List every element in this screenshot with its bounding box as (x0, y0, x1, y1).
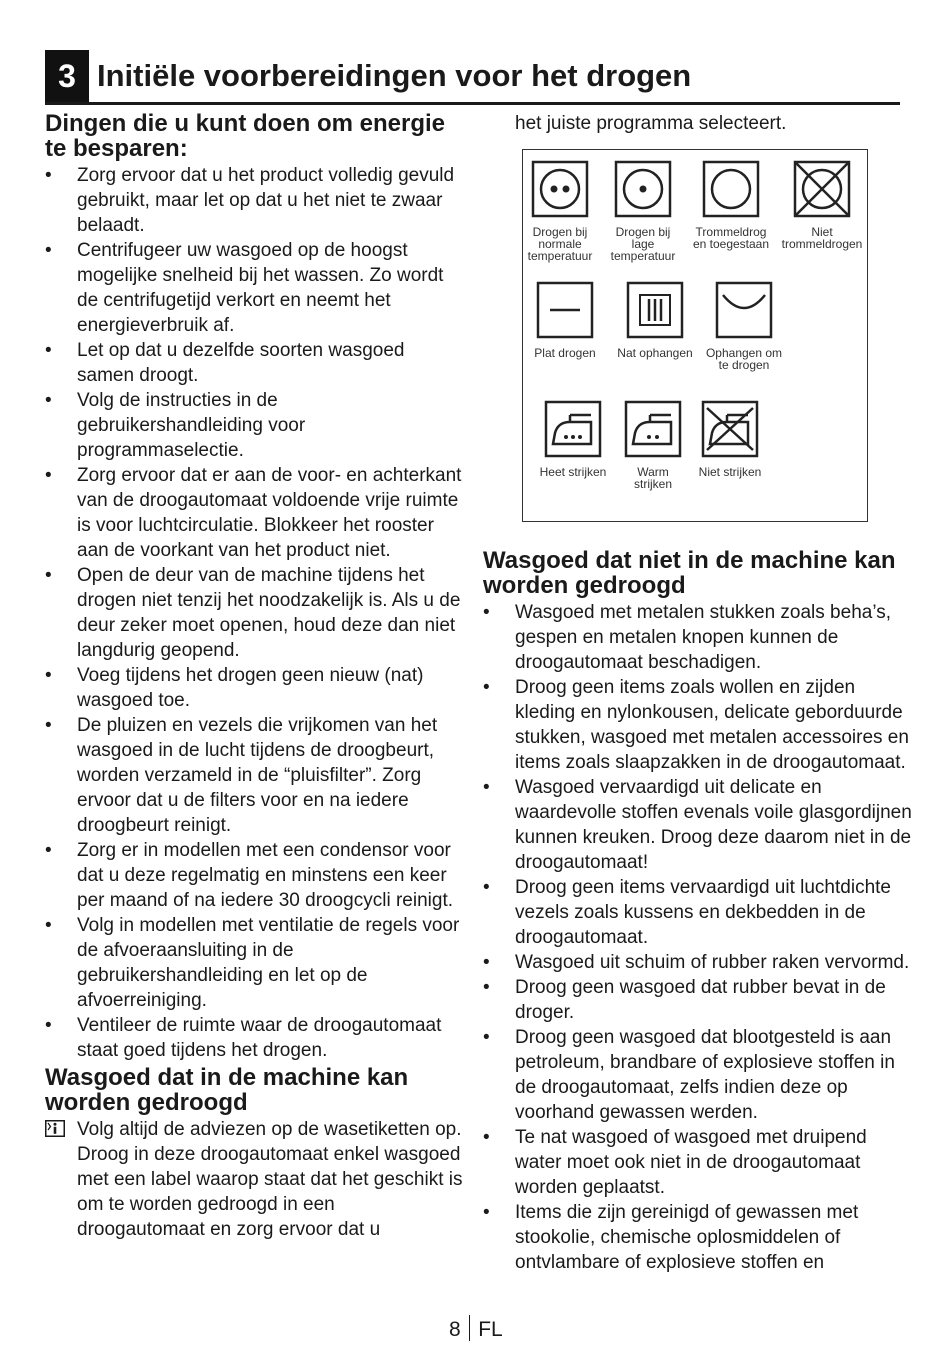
list-item: • Droog geen wasgoed dat blootgesteld is aan petroleum, brandbare of explosieve stoffen in de droogautomaat, zelfs indien deze op voorhand gewassen werden. (483, 1025, 913, 1125)
drip-dry-icon (626, 281, 684, 339)
iron-warm-icon (624, 400, 682, 458)
symbol-tumble-normal (515, 160, 605, 262)
footer-divider (469, 1315, 471, 1341)
symbol-drip-dry (610, 281, 700, 359)
list-item: • Volg in modellen met ventilatie de regels voor de afvoeraansluiting in de gebruikershandleiding en let op de afvoerreiniging. (45, 913, 463, 1013)
iron-hot-icon (544, 400, 602, 458)
symbol-no-tumble (777, 160, 867, 250)
list-item: • Centrifugeer uw wasgoed op de hoogst mogelijke snelheid bij het wassen. Zo wordt de centrifugetijd verkort en neemt het energieverbruik af. (45, 238, 463, 338)
symbol-label: Trommeldrog en toegestaan (692, 225, 770, 251)
list-item: • Voeg tijdens het drogen geen nieuw (nat) wasgoed toe. (45, 663, 463, 713)
line-dry-icon (715, 281, 773, 339)
energy-tips-list (45, 163, 463, 1063)
can-dry-heading: Wasgoed dat in de machine kan worden gedroogd (45, 1064, 409, 1116)
no-tumble-dry-icon (793, 160, 851, 218)
symbol-tumble-allowed (686, 160, 776, 250)
chapter-title: Initiële voorbereidingen voor het drogen (97, 58, 692, 93)
no-iron-icon (701, 400, 759, 458)
page-footer (449, 1315, 503, 1342)
continuation-text: het juiste programma selecteert. (515, 113, 787, 134)
flat-dry-icon (536, 281, 594, 339)
symbol-no-iron (685, 400, 775, 478)
symbol-label: Niet trommeldrogen (781, 225, 863, 251)
list-item: • Let op dat u dezelfde soorten wasgoed samen droogt. (45, 338, 463, 388)
symbol-label: Nat ophangen (617, 346, 693, 360)
language-code: FL (478, 1318, 503, 1341)
symbol-label: Drogen bij lage temperatuur (610, 225, 676, 263)
list-item: • Droog geen items vervaardigd uit luchtdichte vezels zoals kussens en dekbedden in de droogautomaat. (483, 875, 913, 950)
tumble-dry-normal-icon (531, 160, 589, 218)
symbol-label: Warm strijken (633, 465, 672, 491)
list-item: • Wasgoed met metalen stukken zoals beha’s, gespen en metalen knopen kunnen de droogautomaat beschadigen. (483, 600, 913, 675)
symbol-label: Niet strijken (698, 465, 762, 479)
list-item: • Items die zijn gereinigd of gewassen met stookolie, chemische oplosmiddelen of ontvlambare of explosieve stoffen en (483, 1200, 913, 1275)
list-item: • Zorg ervoor dat er aan de voor- en achterkant van de droogautomaat voldoende vrije ruimte is voor luchtcirculatie. Blokkeer het rooster aan de voorkant van het product niet. (45, 463, 463, 563)
energy-heading: Dingen die u kunt doen om energie te besparen: (45, 110, 446, 162)
symbol-line-dry (699, 281, 789, 371)
info-note (45, 1117, 463, 1242)
list-item: • Wasgoed vervaardigd uit delicate en waardevolle stoffen evenals voile glasgordijnen kunnen kreuken. Droog deze daarom niet in de droogautomaat! (483, 775, 913, 875)
list-item: • De pluizen en vezels die vrijkomen van het wasgoed in de lucht tijdens de droogbeurt, worden verzameld in de “pluisfilter”. Zorg ervoor dat u de filters voor en na iedere droogbeurt reinigt. (45, 713, 463, 838)
symbol-tumble-low (598, 160, 688, 262)
list-item: • Droog geen items zoals wollen en zijden kleding en nylonkousen, delicate geborduurde stukken, wasgoed met metalen accessoires en items zoals slaapzakken in de droogautomaat. (483, 675, 913, 775)
symbol-label: Heet strijken (539, 465, 607, 479)
list-item: • Zorg ervoor dat u het product volledig gevuld gebruikt, maar let op dat u het niet te zwaar belaadt. (45, 163, 463, 238)
symbol-label: Ophangen om te drogen (705, 346, 783, 372)
list-item: • Te nat wasgoed of wasgoed met druipend water moet ook niet in de droogautomaat worden geplaatst. (483, 1125, 913, 1200)
page-number: 8 (449, 1318, 461, 1341)
right-column (483, 111, 913, 1275)
list-item: • Ventileer de ruimte waar de droogautomaat staat goed tijdens het drogen. (45, 1013, 463, 1063)
list-item: • Wasgoed uit schuim of rubber raken vervormd. (483, 950, 913, 975)
list-item: • Open de deur van de machine tijdens het drogen niet tenzij het noodzakelijk is. Als u de deur zeker moet openen, houd deze dan niet langdurig geopend. (45, 563, 463, 663)
chapter-header (45, 50, 900, 105)
symbol-flat-dry (520, 281, 610, 359)
chapter-number: 3 (45, 50, 89, 102)
list-item: • Volg de instructies in de gebruikershandleiding voor programmaselectie. (45, 388, 463, 463)
symbol-iron-hot (528, 400, 618, 478)
symbol-label: Drogen bij normale temperatuur (527, 225, 593, 263)
care-symbols-box (522, 149, 868, 522)
left-column (45, 111, 463, 1242)
cannot-dry-heading: Wasgoed dat niet in de machine kan worden gedroogd (483, 547, 896, 599)
tumble-dry-low-icon (614, 160, 672, 218)
tumble-dry-icon (702, 160, 760, 218)
symbol-label: Plat drogen (534, 346, 596, 360)
info-note-text: Volg altijd de adviezen op de wasetiketten op. Droog in deze droogautomaat enkel wasgoed met een label waarop staat dat het geschikt is om te worden gedroogd in een droogautomaat en zorg ervoor dat u (77, 1119, 463, 1240)
cannot-dry-list (483, 600, 913, 1275)
list-item: • Zorg er in modellen met een condensor voor dat u deze regelmatig en minstens een keer per maand of na iedere 30 droogcycli reinigt. (45, 838, 463, 913)
list-item: • Droog geen wasgoed dat rubber bevat in de droger. (483, 975, 913, 1025)
info-icon (45, 1120, 65, 1137)
